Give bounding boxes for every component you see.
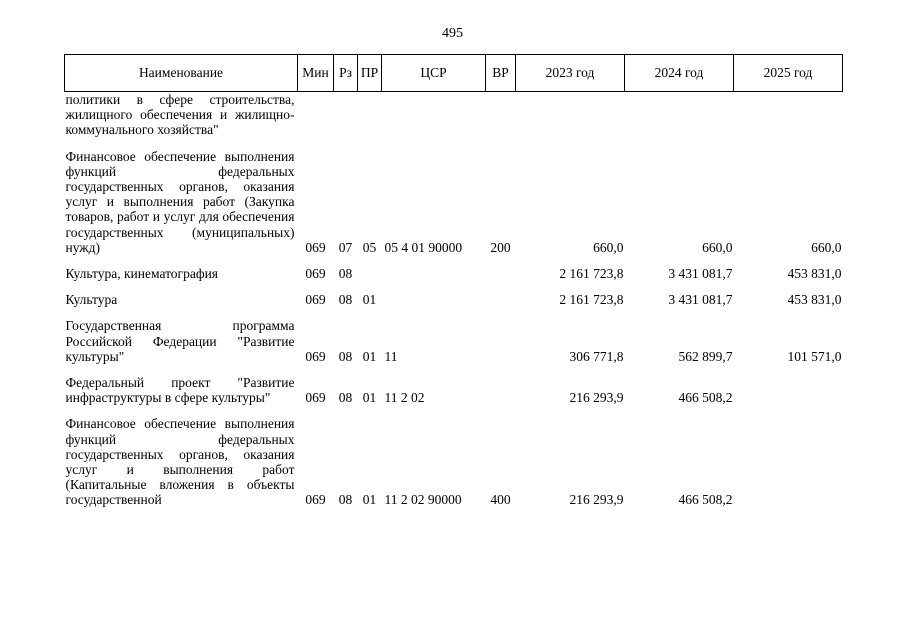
header-min: Мин (298, 55, 334, 92)
row-2023: 2 161 723,8 (559, 292, 624, 308)
row-2023 (516, 92, 625, 138)
budget-table (64, 54, 843, 508)
row-csr: 11 2 02 90000 (384, 492, 462, 508)
row-min: 069 (305, 390, 326, 406)
row-csr (382, 266, 486, 281)
row-pr: 01 (362, 390, 377, 406)
row-min: 069 (305, 266, 326, 282)
row-vr (486, 266, 516, 281)
table-header (65, 55, 843, 92)
header-vr: ВР (486, 55, 516, 92)
row-name: Культура, кинематография (65, 266, 219, 282)
row-min: 069 (305, 239, 326, 255)
row-vr (486, 318, 516, 364)
row-2023: 306 771,8 (569, 348, 624, 364)
row-min (298, 92, 334, 138)
row-rz: 08 (338, 348, 353, 364)
header-name: Наименование (65, 55, 298, 92)
row-name: Финансовое обеспечение выполнения функций федеральных государственных органов, оказания услуг и выполнения работ (Капитальные вложения в объекты государственной (65, 416, 295, 508)
header-rz: Рз (334, 55, 358, 92)
table-row (65, 92, 843, 138)
row-vr: 200 (490, 239, 511, 255)
row-vr (486, 375, 516, 405)
row-2024 (625, 92, 734, 138)
row-2024: 466 508,2 (678, 390, 733, 406)
row-rz: 08 (338, 492, 353, 508)
row-2025 (734, 416, 843, 507)
row-2023: 2 161 723,8 (559, 266, 624, 282)
row-min: 069 (305, 292, 326, 308)
row-vr (486, 92, 516, 138)
row-pr: 01 (362, 492, 377, 508)
row-name: политики в сфере строительства, жилищного обеспечения и жилищно-коммунального хозяйства" (65, 92, 295, 138)
table-row (65, 149, 843, 255)
table-row (65, 416, 843, 507)
row-csr: 05 4 01 90000 (384, 239, 463, 255)
header-pr: ПР (358, 55, 382, 92)
row-2024: 466 508,2 (678, 492, 733, 508)
page-number: 495 (442, 26, 463, 41)
row-2024: 660,0 (702, 239, 733, 255)
row-csr (382, 292, 486, 307)
header-2025: 2025 год (734, 55, 843, 92)
row-2025: 453 831,0 (787, 292, 842, 308)
row-pr (358, 266, 382, 281)
row-2024: 3 431 081,7 (668, 292, 733, 308)
row-2023: 216 293,9 (569, 390, 624, 406)
row-2024: 3 431 081,7 (668, 266, 733, 282)
row-name: Государственная программа Российской Федерации "Развитие культуры" (65, 318, 295, 364)
row-csr: 11 2 02 (384, 390, 425, 406)
row-pr (358, 92, 382, 138)
row-2025: 101 571,0 (787, 348, 842, 364)
row-2023: 216 293,9 (569, 492, 624, 508)
table-row (65, 318, 843, 364)
row-2023: 660,0 (593, 239, 624, 255)
row-pr: 01 (362, 348, 377, 364)
header-csr: ЦСР (382, 55, 486, 92)
row-rz: 08 (338, 266, 353, 282)
table-body (65, 92, 843, 508)
row-vr (486, 292, 516, 307)
table-row (65, 266, 843, 281)
table-row (65, 375, 843, 405)
table-row (65, 292, 843, 307)
row-min: 069 (305, 348, 326, 364)
row-2025: 660,0 (811, 239, 842, 255)
header-2023: 2023 год (516, 55, 625, 92)
row-2024: 562 899,7 (678, 348, 733, 364)
row-name: Федеральный проект "Развитие инфраструктуры в сфере культуры" (65, 375, 295, 406)
row-name: Культура (65, 292, 118, 308)
row-2025 (734, 375, 843, 405)
row-csr: 11 (384, 348, 398, 364)
header-2024: 2024 год (625, 55, 734, 92)
row-vr: 400 (490, 492, 511, 508)
row-rz: 08 (338, 390, 353, 406)
row-rz (334, 92, 358, 138)
row-name: Финансовое обеспечение выполнения функций федеральных государственных органов, оказания услуг и выполнения работ (Закупка товаров, работ и услуг для обеспечения государственных (муниципальных) нужд) (65, 148, 295, 255)
row-csr (382, 92, 486, 138)
row-pr: 05 (362, 239, 377, 255)
row-2025: 453 831,0 (787, 266, 842, 282)
row-rz: 07 (338, 239, 353, 255)
row-min: 069 (305, 492, 326, 508)
row-rz: 08 (338, 292, 353, 308)
row-2025 (734, 92, 843, 138)
row-pr: 01 (362, 292, 377, 308)
